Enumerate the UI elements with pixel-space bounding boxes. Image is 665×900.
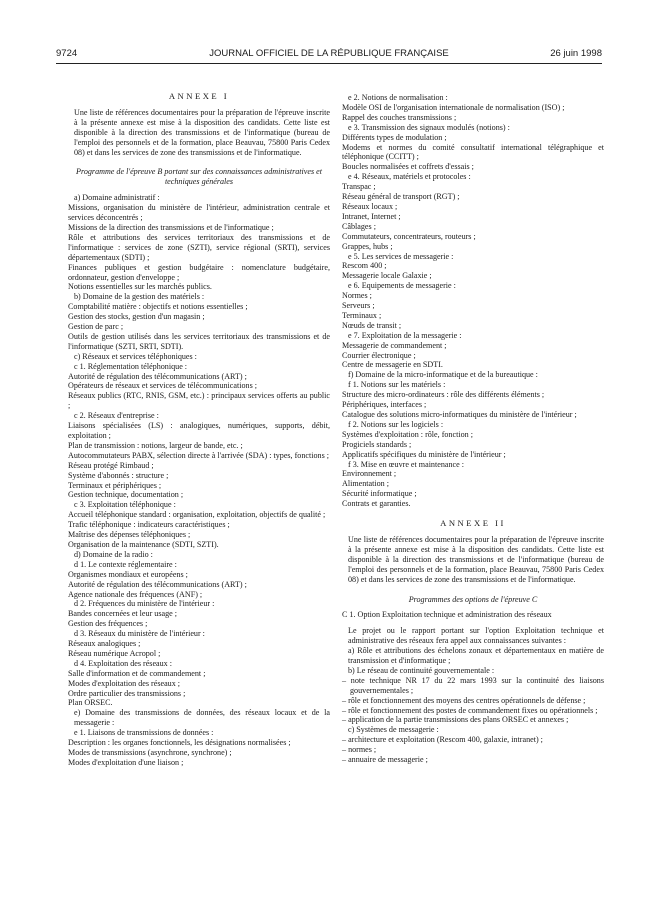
right-paragraph: Progiciels standards ;	[342, 439, 412, 449]
left-paragraph: a) Domaine administratif :	[74, 193, 160, 203]
left-paragraph: Autorité de régulation des télécommunications (ART) ;	[68, 579, 247, 589]
left-paragraph: c 2. Réseaux d'entreprise :	[74, 411, 159, 421]
right-paragraph: f 3. Mise en œuvre et maintenance :	[348, 459, 464, 469]
left-paragraph: Outils de gestion utilisés dans les services territoriaux des transmissions et de l'informatique (SZTI, SRTI, SDTI).	[68, 331, 330, 351]
right-paragraph: – rôle et fonctionnement des postes de commandement fixes ou opérationnels ;	[342, 705, 598, 715]
left-paragraph: ANNEXE I	[168, 91, 230, 101]
left-paragraph: e) Domaine des transmissions de données, des réseaux locaux et de la messagerie :	[74, 708, 330, 728]
left-paragraph: Comptabilité matière : objectifs et notions essentielles ;	[68, 302, 248, 312]
left-paragraph: c 3. Exploitation téléphonique :	[74, 500, 176, 510]
right-paragraph: Centre de messagerie en SDTI.	[342, 360, 443, 370]
right-paragraph: – note technique NR 17 du 22 mars 1993 sur la continuité des liaisons gouvernementales ;	[342, 675, 604, 695]
left-paragraph: Une liste de références documentaires pour la préparation de l'épreuve inscrite à la présente annexe est mise à la disposition des candidats. Cette liste est disponible à la direction des transmissions et de l'informatique (bureau de l'emploi des personnels et de la formation, place Beauvau, 75800 Paris Cedex 08) et dans les services de zone des transmissions et de l'informatique.	[74, 107, 330, 157]
right-paragraph: Environnement ;	[342, 469, 397, 479]
right-paragraph: Le projet ou le rapport portant sur l'option Exploitation technique et administrative des réseaux fera appel aux connaissances suivantes :	[348, 626, 604, 646]
left-paragraph: Salle d'information et de commandement ;	[68, 668, 206, 678]
right-paragraph: Applicatifs spécifiques du ministère de l'intérieur ;	[342, 449, 506, 459]
left-paragraph: Rôle et attributions des services territoriaux des transmissions et de l'informatique : services de zone (SZTI), service régional (SRTI), services départementaux (SDTI) ;	[68, 232, 330, 262]
left-paragraph: Ordre particulier des transmissions ;	[68, 688, 186, 698]
left-paragraph: Réseau numérique Acropol ;	[68, 648, 161, 658]
right-paragraph: b) Le réseau de continuité gouvernementale :	[348, 665, 495, 675]
right-paragraph: Sécurité informatique ;	[342, 489, 417, 499]
right-paragraph: – rôle et fonctionnement des moyens des centres opérationnels de défense ;	[342, 695, 586, 705]
right-paragraph: f 2. Notions sur les logiciels :	[348, 419, 444, 429]
left-paragraph: Plan de transmission : notions, largeur de bande, etc. ;	[68, 440, 243, 450]
right-paragraph: C 1. Option Exploitation technique et administration des réseaux	[342, 610, 552, 620]
right-paragraph: Grappes, hubs ;	[342, 241, 393, 251]
header-rule	[56, 63, 602, 64]
right-paragraph: Serveurs ;	[342, 301, 375, 311]
right-paragraph: Boucles normalisées et coffrets d'essais ;	[342, 162, 474, 172]
right-paragraph: Périphériques, interfaces ;	[342, 400, 427, 410]
right-paragraph: Normes ;	[342, 291, 372, 301]
left-paragraph: Notions essentielles sur les marchés publics.	[68, 282, 212, 292]
right-paragraph: – architecture et exploitation (Rescom 400, galaxie, intranet) ;	[342, 735, 543, 745]
right-paragraph: Nœuds de transit ;	[342, 320, 402, 330]
right-paragraph: Câblages ;	[342, 221, 376, 231]
left-paragraph: e 1. Liaisons de transmissions de données :	[74, 728, 214, 738]
left-paragraph: Plan ORSEC.	[68, 698, 113, 708]
right-paragraph: e 3. Transmission des signaux modulés (notions) :	[348, 122, 510, 132]
right-paragraph: Messagerie de commandement ;	[342, 340, 447, 350]
left-paragraph: Réseau protégé Rimbaud ;	[68, 460, 154, 470]
right-paragraph: e 5. Les services de messagerie :	[348, 251, 454, 261]
left-paragraph: Programme de l'épreuve B portant sur des connaissances administratives et techniques générales	[76, 167, 322, 187]
right-paragraph: Contrats et garanties.	[342, 499, 411, 509]
left-paragraph: Organismes mondiaux et européens ;	[68, 569, 188, 579]
right-paragraph: f 1. Notions sur les matériels :	[348, 380, 446, 390]
left-paragraph: Maîtrise des dépenses téléphoniques ;	[68, 530, 191, 540]
issue-date: 26 juin 1998	[550, 48, 602, 59]
left-paragraph: Gestion technique, documentation ;	[68, 490, 184, 500]
left-paragraph: Agence nationale des fréquences (ANF) ;	[68, 589, 203, 599]
left-paragraph: d 1. Le contexte réglementaire :	[74, 559, 177, 569]
right-paragraph: c) Systèmes de messagerie :	[348, 725, 439, 735]
left-paragraph: Finances publiques et gestion budgétaire : nomenclature budgétaire, ordonnateur, gestion d'enveloppe ;	[68, 262, 330, 282]
left-paragraph: d) Domaine de la radio :	[74, 549, 153, 559]
right-paragraph: Réseaux locaux ;	[342, 201, 398, 211]
left-paragraph: Réseaux analogiques ;	[68, 639, 141, 649]
right-paragraph: Transpac ;	[342, 182, 376, 192]
left-paragraph: d 2. Fréquences du ministère de l'intérieur :	[74, 599, 215, 609]
right-paragraph: e 7. Exploitation de la messagerie :	[348, 330, 462, 340]
left-paragraph: Système d'abonnés : structure ;	[68, 470, 169, 480]
left-paragraph: Modes d'exploitation d'une liaison ;	[68, 757, 184, 767]
right-paragraph: e 4. Réseaux, matériels et protocoles :	[348, 172, 471, 182]
right-paragraph: Réseau général de transport (RGT) ;	[342, 192, 460, 202]
left-paragraph: Modes d'exploitation des réseaux ;	[68, 678, 181, 688]
left-paragraph: Gestion des fréquences ;	[68, 619, 148, 629]
left-paragraph: d 3. Réseaux du ministère de l'intérieur :	[74, 629, 205, 639]
left-paragraph: Missions de la direction des transmissions et de l'informatique ;	[68, 222, 274, 232]
left-paragraph: Opérateurs de réseaux et services de télécommunications ;	[68, 381, 258, 391]
right-paragraph: Rescom 400 ;	[342, 261, 387, 271]
right-paragraph: a) Rôle et attributions des échelons zonaux et départementaux en matière de transmission et d'informatique ;	[348, 646, 604, 666]
left-paragraph: Accueil téléphonique standard : organisation, exploitation, objectifs de qualité ;	[68, 510, 326, 520]
left-paragraph: Réseaux publics (RTC, RNIS, GSM, etc.) : principaux services offerts au public ;	[68, 391, 330, 411]
left-paragraph: Terminaux et périphériques ;	[68, 480, 162, 490]
right-paragraph: ANNEXE II	[440, 518, 506, 529]
left-paragraph: Gestion de parc ;	[68, 322, 124, 332]
left-paragraph: Trafic téléphonique : indicateurs caractéristiques ;	[68, 520, 230, 530]
right-paragraph: Systèmes d'exploitation : rôle, fonction ;	[342, 429, 473, 439]
right-column	[342, 93, 604, 765]
right-paragraph: Alimentation ;	[342, 479, 389, 489]
left-paragraph: Gestion des stocks, gestion d'un magasin ;	[68, 312, 205, 322]
left-paragraph: c 1. Réglementation téléphonique :	[74, 361, 188, 371]
right-paragraph: Une liste de références documentaires pour la préparation de l'épreuve inscrite à la présente annexe est mise à la disposition des candidats. Cette liste est disponible à la direction des transmissions et de l'informatique (bureau de l'emploi des personnels et de la formation, place Beauvau, 75800 Paris Cedex 08) et dans les services de zone des transmissions et de l'informatique.	[348, 534, 604, 584]
right-paragraph: Messagerie locale Galaxie ;	[342, 271, 432, 281]
right-paragraph: Rappel des couches transmissions ;	[342, 112, 457, 122]
right-paragraph: Intranet, Internet ;	[342, 211, 401, 221]
right-paragraph: – application de la partie transmissions des plans ORSEC et annexes ;	[342, 715, 569, 725]
right-paragraph: Catalogue des solutions micro-informatiques du ministère de l'intérieur ;	[342, 410, 577, 419]
right-paragraph: f) Domaine de la micro-informatique et de la bureautique :	[348, 370, 538, 380]
page-number: 9724	[56, 48, 78, 59]
left-paragraph: Description : les organes fonctionnels, les désignations normalisées ;	[68, 738, 291, 748]
left-paragraph: Modes de transmissions (asynchrone, synchrone) ;	[68, 748, 232, 757]
left-paragraph: Organisation de la maintenance (SDTI, SZTI).	[68, 539, 219, 549]
right-paragraph: – normes ;	[342, 745, 377, 755]
right-paragraph: Commutateurs, concentrateurs, routeurs ;	[342, 231, 476, 241]
left-paragraph: Liaisons spécialisées (LS) : analogiques, numériques, supports, débit, exploitation ;	[68, 421, 330, 440]
left-paragraph: Missions, organisation du ministère de l'intérieur, administration centrale et services déconcentrés ;	[68, 203, 330, 223]
left-column	[68, 92, 330, 768]
page-header	[56, 48, 602, 62]
right-paragraph: Modèle OSI de l'organisation internationale de normalisation (ISO) ;	[342, 102, 565, 112]
right-paragraph: – annuaire de messagerie ;	[342, 755, 428, 765]
left-paragraph: d 4. Exploitation des réseaux :	[74, 658, 173, 668]
left-paragraph: Autorité de régulation des télécommunications (ART) ;	[68, 371, 247, 381]
left-paragraph: Bandes concernées et leur usage ;	[68, 609, 177, 619]
left-paragraph: b) Domaine de la gestion des matériels :	[74, 292, 205, 302]
right-paragraph: Modems et normes du comité consultatif international télégraphique et téléphonique (CCITT) ;	[342, 142, 604, 162]
right-paragraph: Programmes des options de l'épreuve C	[408, 594, 538, 604]
right-paragraph: Différents types de modulation ;	[342, 132, 447, 142]
right-paragraph: Terminaux ;	[342, 310, 382, 320]
right-paragraph: e 6. Equipements de messagerie :	[348, 281, 456, 291]
right-paragraph: e 2. Notions de normalisation :	[348, 93, 448, 102]
right-paragraph: Structure des micro-ordinateurs : rôle des différents éléments ;	[342, 390, 545, 400]
journal-title: JOURNAL OFFICIEL DE LA RÉPUBLIQUE FRANÇAISE	[209, 48, 449, 59]
left-paragraph: Autocommutateurs PABX, sélection directe à l'arrivée (SDA) : types, fonctions ;	[68, 450, 329, 460]
left-paragraph: c) Réseaux et services téléphoniques :	[74, 351, 197, 361]
right-paragraph: Courrier électronique ;	[342, 350, 416, 360]
